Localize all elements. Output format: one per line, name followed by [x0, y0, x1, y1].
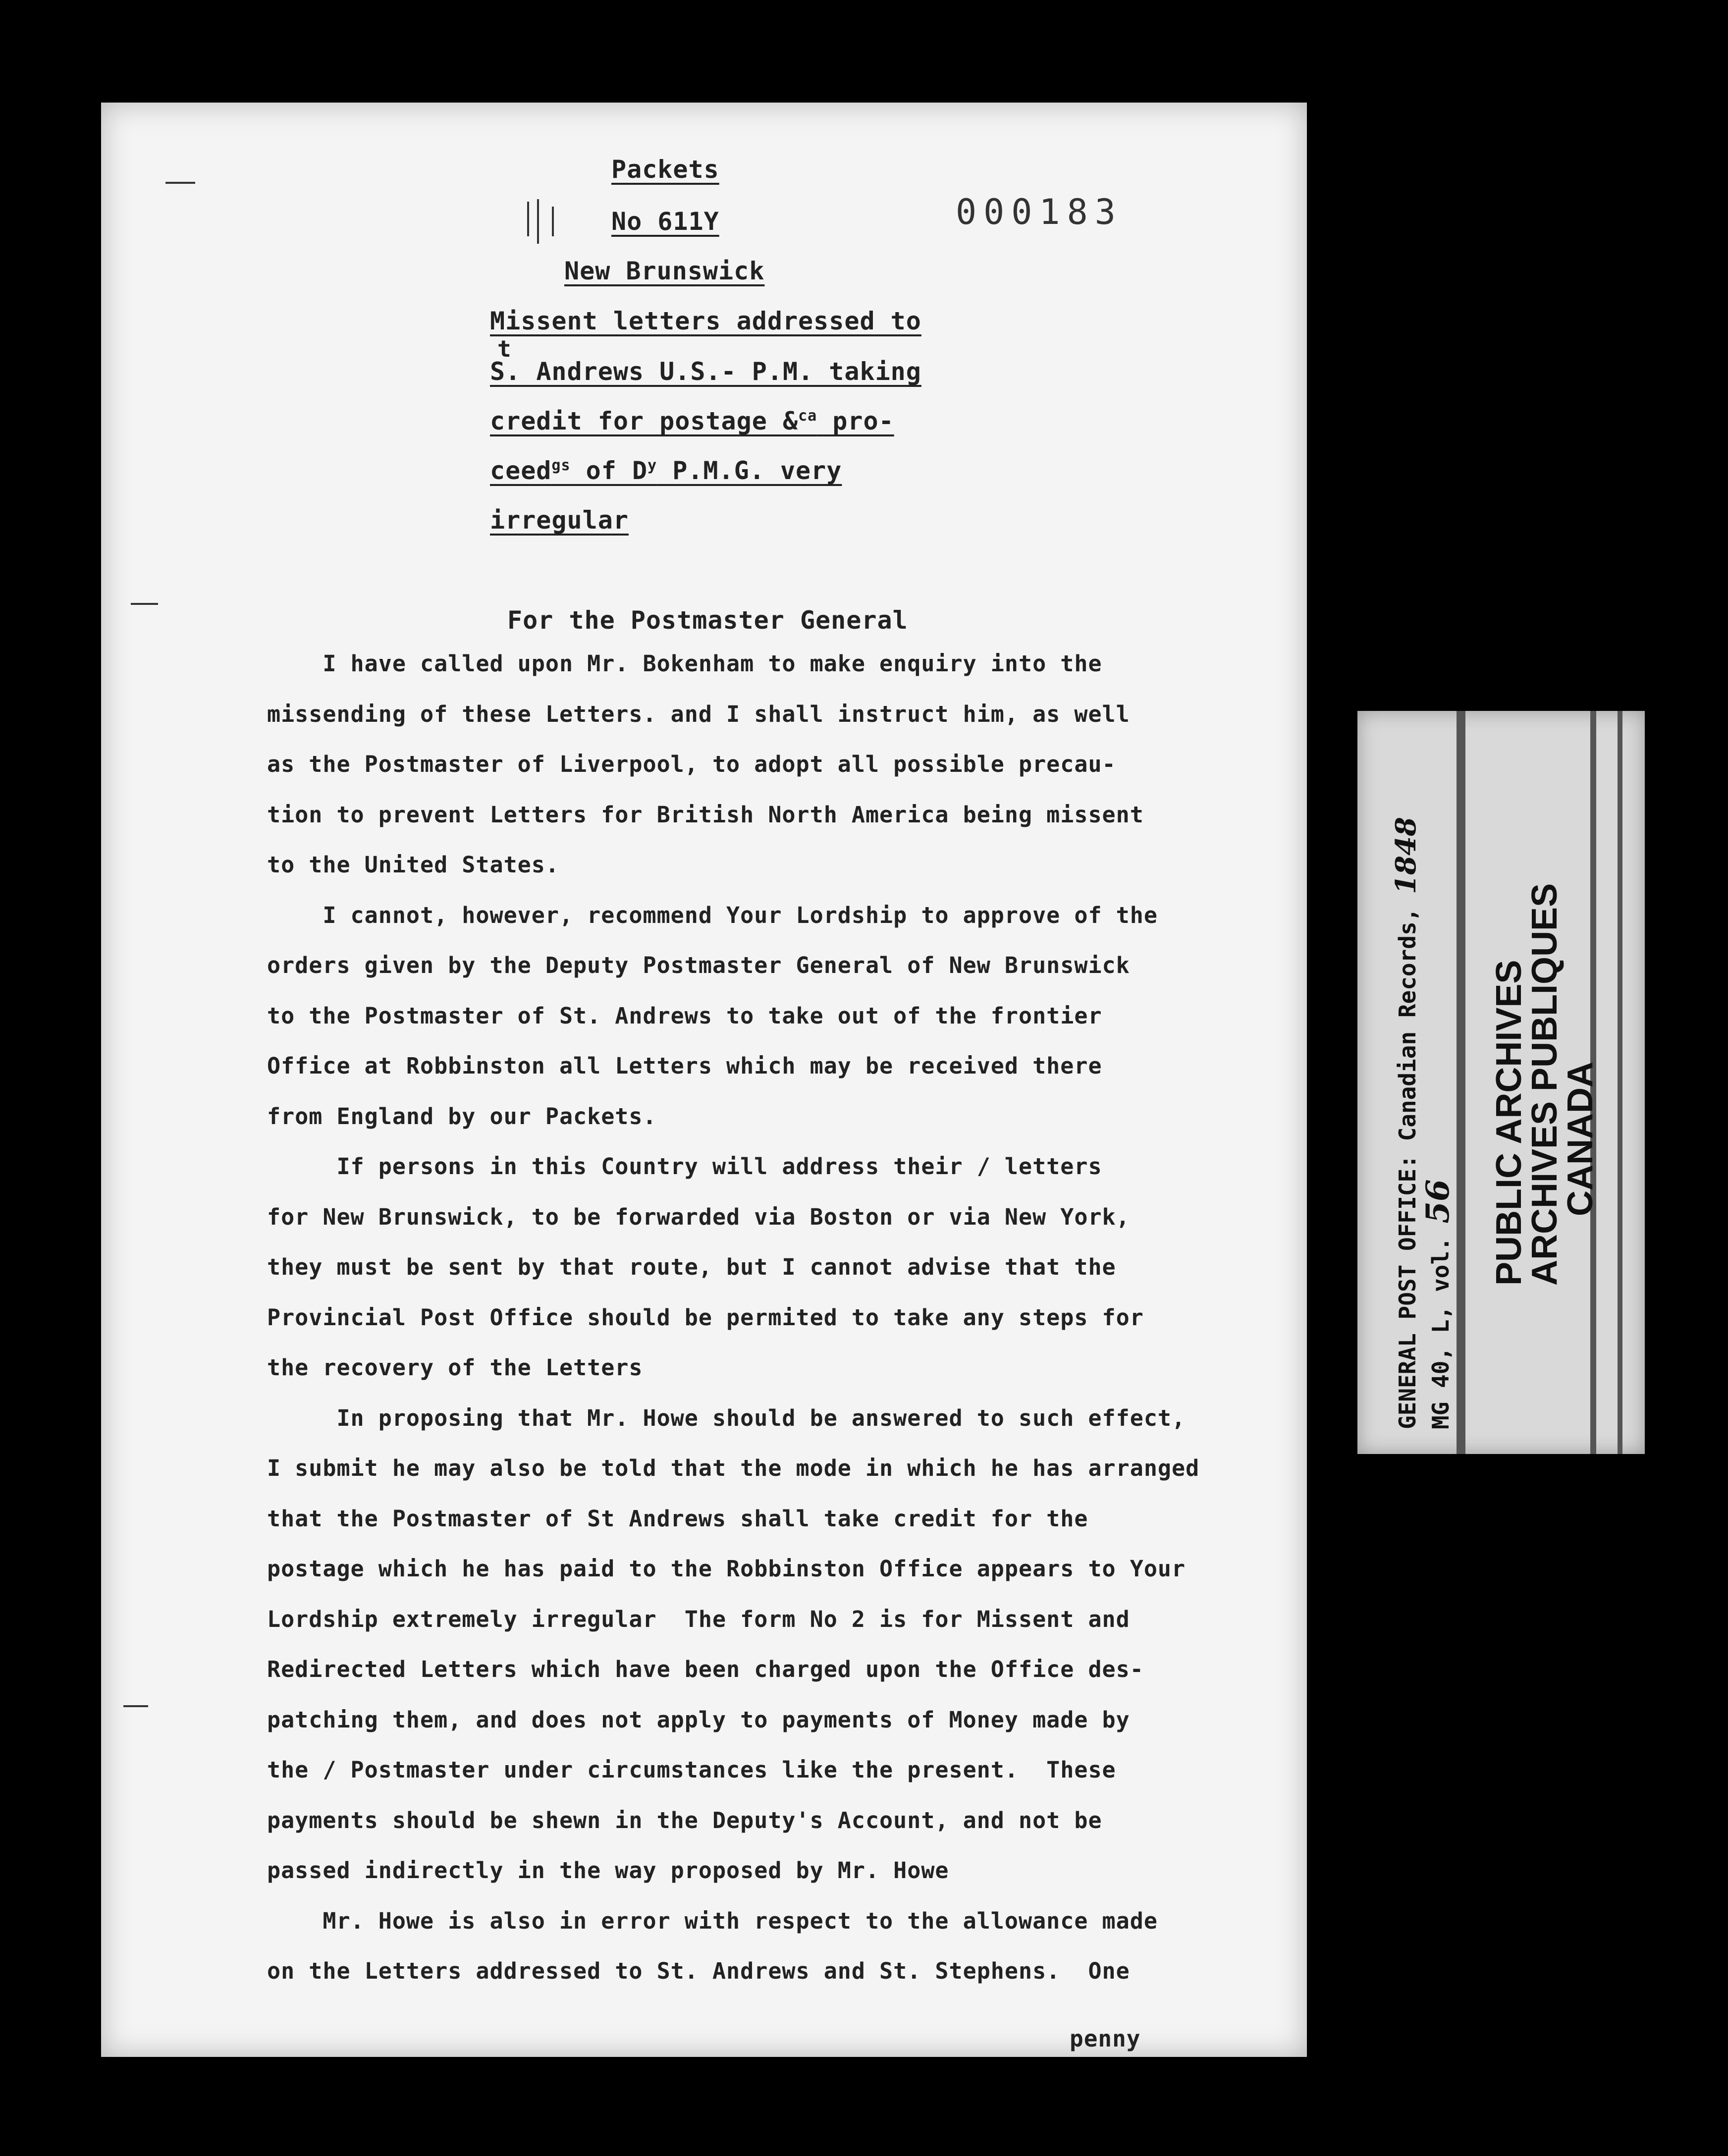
- body-line: on the Letters addressed to St. Andrews and St. Stephens. One: [267, 1958, 1130, 1984]
- body-line: I have called upon Mr. Bokenham to make enquiry into the: [267, 650, 1102, 677]
- catchword: penny: [1070, 2025, 1141, 2052]
- margin-mark: [123, 1705, 148, 1707]
- heading-packets: [611, 157, 719, 182]
- heading-text: S: [490, 357, 506, 386]
- body-line: Mr. Howe is also in error with respect to the allowance made: [267, 1907, 1158, 1934]
- body-line: payments should be shewn in the Deputy's Account, and not be: [267, 1807, 1102, 1833]
- margin-mark: [131, 603, 158, 605]
- body-line: If persons in this Country will address their / letters: [267, 1153, 1102, 1180]
- vertical-mark: [552, 207, 554, 236]
- heading-subject-line: [490, 359, 921, 384]
- stamp-line-country: CANADA: [1561, 1062, 1600, 1216]
- body-line: In proposing that Mr. Howe should be answered to such effect,: [267, 1404, 1186, 1431]
- heading-province: [564, 259, 764, 283]
- heading-text: irregular: [490, 506, 629, 535]
- heading-text: Missent letters addressed to: [490, 307, 921, 335]
- stamp-line-fr: ARCHIVES PUBLIQUES: [1525, 883, 1565, 1286]
- body-line: Lordship extremely irregular The form No 2 is for Missent and: [267, 1606, 1130, 1632]
- heading-text: of D: [570, 456, 648, 485]
- heading-text: Packets: [611, 155, 719, 184]
- gpo-record-text: GENERAL POST OFFICE: Canadian Records,: [1394, 908, 1421, 1429]
- gpo-volume-number: 56: [1419, 1179, 1457, 1224]
- body-line: from England by our Packets.: [267, 1103, 657, 1130]
- heading-subject-line: [490, 458, 842, 483]
- body-line: that the Postmaster of St Andrews shall take credit for the: [267, 1505, 1088, 1532]
- body-line: Redirected Letters which have been charged upon the Office des-: [267, 1656, 1144, 1682]
- body-line: orders given by the Deputy Postmaster General of New Brunswick: [267, 952, 1130, 978]
- body-line: Office at Robbinston all Letters which may be received there: [267, 1053, 1102, 1079]
- body-line: Provincial Post Office should be permited to take any steps for: [267, 1304, 1144, 1331]
- body-line: patching them, and does not apply to payments of Money made by: [267, 1706, 1130, 1733]
- heading-superscript: y: [648, 457, 657, 474]
- heading-number: [611, 209, 719, 234]
- body-line: the recovery of the Letters: [267, 1354, 643, 1381]
- vertical-mark: [537, 199, 539, 244]
- heading-text: pro-: [817, 407, 894, 435]
- heading-text: P.M.G. very: [657, 456, 842, 485]
- body-line: as the Postmaster of Liverpool, to adopt all possible precau-: [267, 751, 1116, 777]
- body-line: the / Postmaster under circumstances like the present. These: [267, 1757, 1116, 1783]
- body-line: missending of these Letters. and I shall instruct him, as well: [267, 701, 1130, 727]
- body-line: passed indirectly in the way proposed by Mr. Howe: [267, 1857, 949, 1884]
- heading-superscript-t: t: [497, 335, 511, 362]
- heading-text: No 611Y: [611, 207, 719, 236]
- vertical-mark: [527, 202, 529, 236]
- stamp-line-en: PUBLIC ARCHIVES: [1489, 960, 1529, 1286]
- body-line: to the Postmaster of St. Andrews to take out of the frontier: [267, 1002, 1102, 1029]
- heading-subject-line: [490, 409, 894, 433]
- public-archives-stamp: [1491, 883, 1598, 1286]
- body-line: I cannot, however, recommend Your Lordship to approve of the: [267, 902, 1158, 928]
- document-page: [101, 103, 1307, 2057]
- gpo-volume-line: [1419, 1180, 1457, 1430]
- gpo-volume-text: MG 40, L, vol.: [1427, 1237, 1454, 1429]
- gpo-record-year: 1848: [1390, 817, 1422, 894]
- heading-superscript: ca: [798, 407, 817, 425]
- label-band: [1618, 711, 1622, 1454]
- heading-subject-line: [490, 508, 629, 533]
- body-line: for New Brunswick, to be forwarded via Boston or via New York,: [267, 1203, 1130, 1230]
- margin-mark: [165, 182, 195, 184]
- heading-text: ceed: [490, 456, 552, 485]
- label-band: [1457, 711, 1465, 1454]
- body-line: I submit he may also be told that the mode in which he has arranged: [267, 1455, 1200, 1481]
- heading-subject-line: [490, 309, 921, 333]
- salutation: For the Postmaster General: [507, 606, 908, 635]
- heading-superscript: gs: [551, 457, 571, 474]
- heading-text: New Brunswick: [564, 257, 765, 285]
- document-stamp-number: 000183: [956, 192, 1123, 232]
- gpo-record-line: [1390, 817, 1422, 1429]
- body-line: to the United States.: [267, 852, 559, 878]
- heading-text: credit for postage &: [490, 407, 799, 435]
- heading-text: . Andrews U.S.- P.M. taking: [505, 357, 921, 386]
- body-line: tion to prevent Letters for British North America being missent: [267, 801, 1144, 828]
- body-line: they must be sent by that route, but I cannot advise that the: [267, 1254, 1116, 1280]
- body-line: postage which he has paid to the Robbinston Office appears to Your: [267, 1556, 1186, 1582]
- archive-label: [1357, 711, 1645, 1454]
